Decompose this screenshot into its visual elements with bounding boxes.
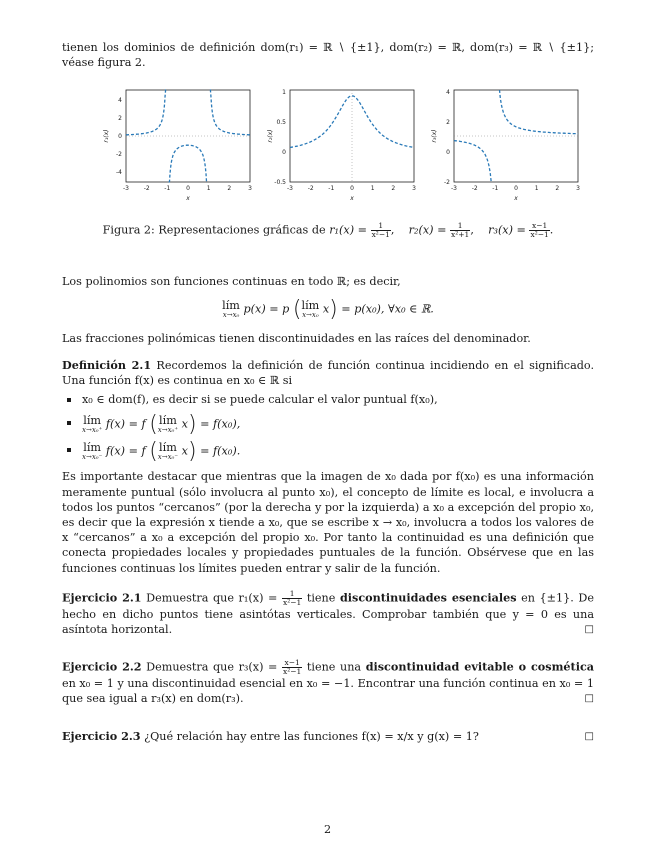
page-content — [62, 40, 594, 744]
tick: 0 — [186, 185, 190, 193]
ylabel: r₁(x) — [103, 129, 110, 143]
tick: -2 — [444, 179, 450, 187]
tick: 2 — [227, 185, 232, 193]
tick: 4 — [118, 97, 122, 105]
plot-r1 — [98, 82, 258, 212]
tick: 0 — [282, 149, 286, 157]
exercise-2-2: Ejercicio 2.2 Demuestra que r₃(x) = $\frac{x-1}{\text{x²−1}}$ tiene una discontinuidad evitable o cosmética en x₀ = 1 y una discontinuidad esencial en x₀ = −1. Encontrar una función continua en x₀ = 1 que sea igual a r₃(x) en dom(r₃). □ — [62, 658, 595, 706]
tick: 1 — [282, 89, 286, 97]
qed-box: □ — [584, 693, 594, 705]
tick: 2 — [555, 185, 560, 193]
xlabel: x — [514, 195, 518, 203]
plot-r3 — [426, 82, 586, 212]
tick: 0 — [118, 133, 122, 141]
definition-2-1: Definición 2.1 Recordemos la definición de función continua incidiendo en el significado. Una función f(x) es continua en x₀ ∈ ℝ si — [62, 357, 594, 388]
tick: -3 — [123, 185, 129, 193]
tick: 3 — [248, 185, 252, 193]
tick: -2 — [116, 151, 122, 159]
tick: -2 — [471, 185, 478, 193]
figure-caption: Figura 2: Representaciones gráficas de r₁(x) = $\frac{1}{\text{x²−1}}$ , r₂(x) = $\frac{1}{\text{x²+1}}$ , r₃(x) = $\frac{x-1}{\text{x²−1}}$ . — [102, 221, 554, 240]
condition-3: lím x→x₀⁻ f(x) = f (lím x→x₀⁻ x) = f(x₀). — [62, 442, 594, 461]
exercise-2-1: Ejercicio 2.1 Demuestra que r₁(x) = $\frac{1}{\text{x²−1}}$ tiene discontinuidades esenciales en {±1}. De hecho en dicho puntos tiene asintótas verticales. Comprobar también que y = 0 es una asíntota horizontal. □ — [62, 588, 594, 637]
tick: 0 — [514, 185, 518, 193]
figure-2 — [62, 82, 594, 274]
remark-paragraph: Es importante destacar que mientras que la imagen de x₀ dada por f(x₀) es una información meramente puntual (sólo involucra al punto x₀), el concepto de límite es local, e involucra a todos los puntos “cercanos” (por la derecha y por la izquierda) a x₀ a excepción del propio x₀, es decir que la expresión x tiende a x₀, que se escribe x → x₀, involucra a todos los valores de x “cercanos” a x₀ a excepción del propio x₀. Por tanto la continuidad es una definición que conecta propiedades locales y propiedades puntuales de la función. Obsérvese que en las funciones continuas los límites pueden entrar y salir de la función. — [62, 470, 594, 575]
tick: -1 — [164, 185, 171, 193]
exercise-2-3: Ejercicio 2.3 ¿Qué relación hay entre las funciones f(x) = x/x y g(x) = 1? □ — [62, 728, 594, 743]
tick: 2 — [391, 185, 396, 193]
page-number: 2 — [323, 823, 332, 836]
intro-paragraph: tienen los dominios de definición dom(r₁) = ℝ ∖ {±1}, dom(r₂) = ℝ, dom(r₃) = ℝ ∖ {±1}; véase figura 2. — [62, 41, 594, 70]
tick: 3 — [412, 185, 416, 193]
tick: 0 — [350, 185, 354, 193]
tick: 1 — [534, 185, 539, 193]
fractions-paragraph: Las fracciones polinómicas tienen discontinuidades en las raíces del denominador. — [62, 331, 531, 345]
tick: -3 — [287, 185, 293, 193]
tick: 2 — [118, 115, 122, 123]
polynomial-limit-equation: lím x→x₀ p(x) = p (lím x→x₀ x) = p(x₀), ∀x₀ ∈ ℝ. — [222, 296, 434, 322]
qed-box: □ — [584, 730, 594, 742]
tick: -2 — [307, 185, 314, 193]
tick: -2 — [143, 185, 150, 193]
tick: 0 — [446, 149, 450, 157]
tick: -1 — [492, 185, 499, 193]
tick: 3 — [576, 185, 580, 193]
tick: 1 — [206, 185, 211, 193]
tick: 0.5 — [276, 119, 286, 127]
tick: 4 — [446, 89, 450, 97]
ylabel: r₃(x) — [431, 129, 438, 143]
xlabel: x — [186, 195, 190, 203]
tick: -4 — [116, 169, 122, 177]
plot-r2 — [262, 82, 422, 212]
continuity-conditions — [62, 392, 594, 465]
condition-1: x₀ ∈ dom(f), es decir si se puede calcular el valor puntual f(x₀), — [62, 392, 594, 407]
polynomials-paragraph: Los polinomios son funciones continuas en todo ℝ; es decir, — [62, 275, 401, 289]
tick: -3 — [451, 185, 457, 193]
tick: -1 — [328, 185, 335, 193]
qed-box: □ — [584, 624, 594, 636]
tick: 2 — [446, 119, 450, 127]
tick: -0.5 — [274, 179, 286, 187]
tick: 1 — [370, 185, 375, 193]
condition-2: lím x→x₀⁺ f(x) = f (lím x→x₀⁺ x) = f(x₀), — [62, 415, 594, 434]
ylabel: r₂(x) — [267, 129, 274, 143]
xlabel: x — [350, 195, 354, 203]
